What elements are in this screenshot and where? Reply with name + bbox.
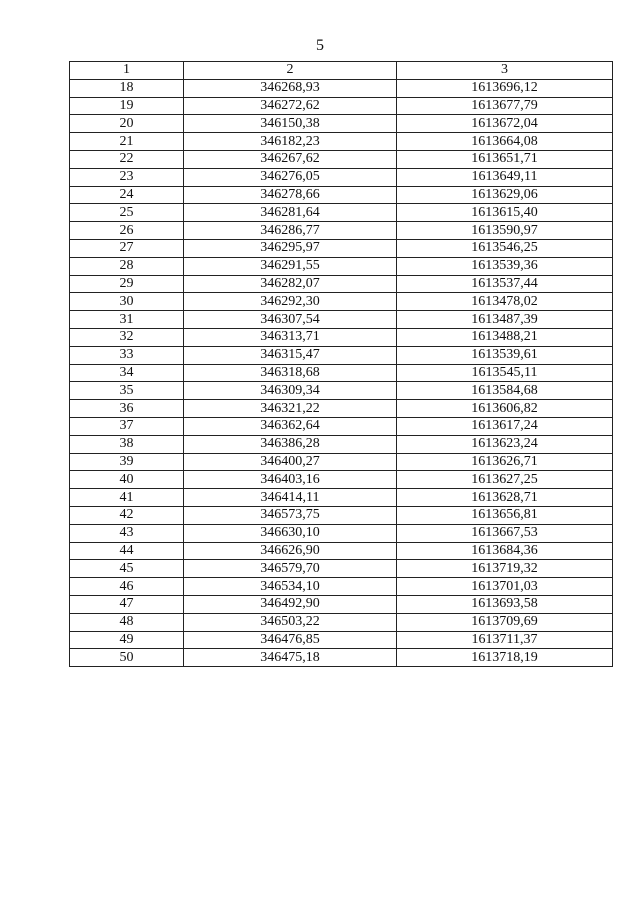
x-coordinate-cell: 346414,11 xyxy=(184,489,397,507)
y-coordinate-cell: 1613677,79 xyxy=(397,97,613,115)
x-coordinate-cell: 346579,70 xyxy=(184,560,397,578)
point-number-cell: 22 xyxy=(70,150,184,168)
point-number-cell: 25 xyxy=(70,204,184,222)
y-coordinate-cell: 1613478,02 xyxy=(397,293,613,311)
table-row xyxy=(70,613,613,631)
x-coordinate-cell: 346400,27 xyxy=(184,453,397,471)
x-coordinate-cell: 346573,75 xyxy=(184,506,397,524)
table-row xyxy=(70,168,613,186)
table-row xyxy=(70,489,613,507)
point-number-cell: 20 xyxy=(70,115,184,133)
header-col-2: 2 xyxy=(184,62,397,80)
table-row xyxy=(70,560,613,578)
x-coordinate-cell: 346475,18 xyxy=(184,649,397,667)
point-number-cell: 49 xyxy=(70,631,184,649)
x-coordinate-cell: 346630,10 xyxy=(184,524,397,542)
y-coordinate-cell: 1613649,11 xyxy=(397,168,613,186)
table-row xyxy=(70,222,613,240)
y-coordinate-cell: 1613684,36 xyxy=(397,542,613,560)
y-coordinate-cell: 1613664,08 xyxy=(397,133,613,151)
x-coordinate-cell: 346268,93 xyxy=(184,79,397,97)
point-number-cell: 44 xyxy=(70,542,184,560)
table-row xyxy=(70,364,613,382)
y-coordinate-cell: 1613546,25 xyxy=(397,239,613,257)
point-number-cell: 37 xyxy=(70,417,184,435)
y-coordinate-cell: 1613696,12 xyxy=(397,79,613,97)
x-coordinate-cell: 346292,30 xyxy=(184,293,397,311)
point-number-cell: 50 xyxy=(70,649,184,667)
y-coordinate-cell: 1613628,71 xyxy=(397,489,613,507)
x-coordinate-cell: 346309,34 xyxy=(184,382,397,400)
y-coordinate-cell: 1613545,11 xyxy=(397,364,613,382)
y-coordinate-cell: 1613537,44 xyxy=(397,275,613,293)
table-row xyxy=(70,257,613,275)
x-coordinate-cell: 346476,85 xyxy=(184,631,397,649)
table-row xyxy=(70,293,613,311)
y-coordinate-cell: 1613656,81 xyxy=(397,506,613,524)
y-coordinate-cell: 1613617,24 xyxy=(397,417,613,435)
page-number: 5 xyxy=(316,37,324,54)
y-coordinate-cell: 1613629,06 xyxy=(397,186,613,204)
x-coordinate-cell: 346626,90 xyxy=(184,542,397,560)
point-number-cell: 29 xyxy=(70,275,184,293)
x-coordinate-cell: 346503,22 xyxy=(184,613,397,631)
x-coordinate-cell: 346313,71 xyxy=(184,328,397,346)
point-number-cell: 27 xyxy=(70,239,184,257)
x-coordinate-cell: 346278,66 xyxy=(184,186,397,204)
table-row xyxy=(70,649,613,667)
point-number-cell: 34 xyxy=(70,364,184,382)
table-row xyxy=(70,506,613,524)
table-row xyxy=(70,453,613,471)
table-row xyxy=(70,542,613,560)
point-number-cell: 30 xyxy=(70,293,184,311)
point-number-cell: 33 xyxy=(70,346,184,364)
x-coordinate-cell: 346295,97 xyxy=(184,239,397,257)
table-row xyxy=(70,133,613,151)
table-header-row xyxy=(70,62,613,80)
x-coordinate-cell: 346286,77 xyxy=(184,222,397,240)
y-coordinate-cell: 1613709,69 xyxy=(397,613,613,631)
y-coordinate-cell: 1613615,40 xyxy=(397,204,613,222)
point-number-cell: 32 xyxy=(70,328,184,346)
x-coordinate-cell: 346276,05 xyxy=(184,168,397,186)
y-coordinate-cell: 1613488,21 xyxy=(397,328,613,346)
table-row xyxy=(70,97,613,115)
x-coordinate-cell: 346272,62 xyxy=(184,97,397,115)
point-number-cell: 18 xyxy=(70,79,184,97)
point-number-cell: 19 xyxy=(70,97,184,115)
y-coordinate-cell: 1613487,39 xyxy=(397,311,613,329)
y-coordinate-cell: 1613606,82 xyxy=(397,400,613,418)
x-coordinate-cell: 346321,22 xyxy=(184,400,397,418)
table-row xyxy=(70,115,613,133)
point-number-cell: 31 xyxy=(70,311,184,329)
point-number-cell: 26 xyxy=(70,222,184,240)
table-row xyxy=(70,595,613,613)
x-coordinate-cell: 346362,64 xyxy=(184,417,397,435)
x-coordinate-cell: 346386,28 xyxy=(184,435,397,453)
x-coordinate-cell: 346281,64 xyxy=(184,204,397,222)
point-number-cell: 23 xyxy=(70,168,184,186)
table-row xyxy=(70,435,613,453)
x-coordinate-cell: 346182,23 xyxy=(184,133,397,151)
y-coordinate-cell: 1613626,71 xyxy=(397,453,613,471)
y-coordinate-cell: 1613667,53 xyxy=(397,524,613,542)
point-number-cell: 41 xyxy=(70,489,184,507)
table-row xyxy=(70,524,613,542)
x-coordinate-cell: 346492,90 xyxy=(184,595,397,613)
x-coordinate-cell: 346403,16 xyxy=(184,471,397,489)
point-number-cell: 28 xyxy=(70,257,184,275)
x-coordinate-cell: 346267,62 xyxy=(184,150,397,168)
coordinates-table xyxy=(69,61,613,667)
x-coordinate-cell: 346291,55 xyxy=(184,257,397,275)
point-number-cell: 39 xyxy=(70,453,184,471)
y-coordinate-cell: 1613718,19 xyxy=(397,649,613,667)
x-coordinate-cell: 346534,10 xyxy=(184,578,397,596)
table-row xyxy=(70,150,613,168)
x-coordinate-cell: 346307,54 xyxy=(184,311,397,329)
point-number-cell: 43 xyxy=(70,524,184,542)
table-row xyxy=(70,400,613,418)
table-body xyxy=(70,79,613,666)
point-number-cell: 48 xyxy=(70,613,184,631)
x-coordinate-cell: 346150,38 xyxy=(184,115,397,133)
y-coordinate-cell: 1613590,97 xyxy=(397,222,613,240)
y-coordinate-cell: 1613719,32 xyxy=(397,560,613,578)
y-coordinate-cell: 1613651,71 xyxy=(397,150,613,168)
point-number-cell: 21 xyxy=(70,133,184,151)
point-number-cell: 40 xyxy=(70,471,184,489)
point-number-cell: 42 xyxy=(70,506,184,524)
y-coordinate-cell: 1613539,61 xyxy=(397,346,613,364)
table-row xyxy=(70,186,613,204)
x-coordinate-cell: 346315,47 xyxy=(184,346,397,364)
y-coordinate-cell: 1613539,36 xyxy=(397,257,613,275)
table-row xyxy=(70,471,613,489)
table-row xyxy=(70,382,613,400)
point-number-cell: 36 xyxy=(70,400,184,418)
point-number-cell: 38 xyxy=(70,435,184,453)
y-coordinate-cell: 1613627,25 xyxy=(397,471,613,489)
table-row xyxy=(70,631,613,649)
y-coordinate-cell: 1613584,68 xyxy=(397,382,613,400)
x-coordinate-cell: 346282,07 xyxy=(184,275,397,293)
x-coordinate-cell: 346318,68 xyxy=(184,364,397,382)
point-number-cell: 35 xyxy=(70,382,184,400)
table-row xyxy=(70,239,613,257)
point-number-cell: 46 xyxy=(70,578,184,596)
y-coordinate-cell: 1613672,04 xyxy=(397,115,613,133)
header-col-1: 1 xyxy=(70,62,184,80)
point-number-cell: 47 xyxy=(70,595,184,613)
header-col-3: 3 xyxy=(397,62,613,80)
point-number-cell: 45 xyxy=(70,560,184,578)
table-row xyxy=(70,79,613,97)
table-row xyxy=(70,275,613,293)
table-row xyxy=(70,417,613,435)
point-number-cell: 24 xyxy=(70,186,184,204)
y-coordinate-cell: 1613701,03 xyxy=(397,578,613,596)
table-row xyxy=(70,578,613,596)
y-coordinate-cell: 1613711,37 xyxy=(397,631,613,649)
y-coordinate-cell: 1613623,24 xyxy=(397,435,613,453)
table-row xyxy=(70,204,613,222)
y-coordinate-cell: 1613693,58 xyxy=(397,595,613,613)
table-row xyxy=(70,328,613,346)
table-row xyxy=(70,346,613,364)
table-row xyxy=(70,311,613,329)
